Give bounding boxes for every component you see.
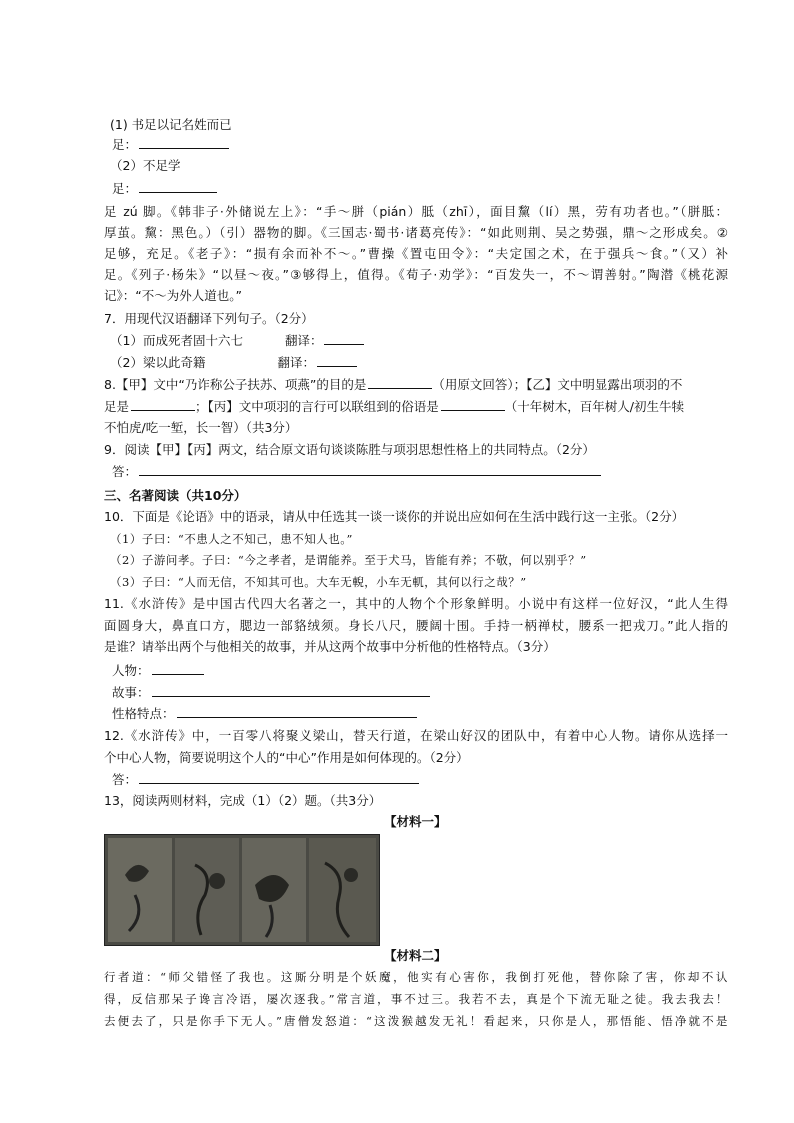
answer-blank[interactable] <box>139 771 419 784</box>
q6-note-line: 足够，充足。《老子》：“损有余而补不～。”曹操《置屯田令》：“夫定国之术，在于强兵～食。”（又）补 <box>104 246 728 261</box>
q11-line: 面圆身大，鼻直口方，腮边一部貉绒须。身长八尺，腰阔十围。手持一柄禅杖，腰系一把戎刀。”此人指的 <box>104 618 728 633</box>
q7-stem: 7．用现代汉语翻译下列句子。（2分） <box>104 311 314 326</box>
answer-blank[interactable] <box>139 463 601 476</box>
answer-blank[interactable] <box>139 136 229 149</box>
q13-stem: 13，阅读两则材料，完成（1）（2）题。（共3分） <box>104 793 382 808</box>
q8-line3: 不怕虎/吃一堑，长一智）（共3分） <box>104 420 298 435</box>
ink-painting-image <box>104 834 380 946</box>
q11-story: 故事： <box>112 684 430 702</box>
q12-answer: 答： <box>112 771 419 789</box>
q10-stem: 10．下面是《论语》中的语录，请从中任选其一谈一谈你的并说出应如何在生活中践行这一主张。（2分） <box>104 509 685 524</box>
material-one-label: 【材料一】 <box>384 814 447 829</box>
q11-line: 11.《水浒传》是中国古代四大名著之一，其中的人物个个形象鲜明。小说中有这样一位好汉，“此人生得 <box>104 596 728 611</box>
q9-answer: 答： <box>112 463 601 481</box>
q6-note-line: 厚茧。黧：黑色。）（引）器物的脚。《三国志·蜀书·诸葛亮传》：“如此则荆、吴之势强，鼎～之形成矣。② <box>104 225 728 240</box>
q8-line2: 足是 ；【丙】文中项羽的言行可以联组到的俗语是 （十年树木，百年树人/初生牛犊 <box>104 399 684 414</box>
q6-note-line: 足 zú 脚。《韩非子·外储说左上》：“手～胼（pián）胝（zhī），面目黧（lí）黑，劳有功者也。”（胼胝： <box>104 204 728 219</box>
q6-item1-answer: 足： <box>112 136 229 154</box>
answer-blank[interactable] <box>139 180 217 193</box>
q11-line: 是谁？请举出两个与他相关的故事，并从这两个故事中分析他的性格特点。（3分） <box>104 639 556 654</box>
q9-stem: 9．阅读【甲】【丙】两文，结合原文语句谈谈陈胜与项羽思想性格上的共同特点。（2分） <box>104 442 595 457</box>
q6-item1: (1) 书足以记名姓而已 <box>110 117 232 132</box>
q10-quote: （2）子游问孝。子曰：“今之孝者，是谓能养。至于犬马，皆能有养；不敬，何以别乎？” <box>110 553 587 567</box>
q8-line1: 8.【甲】文中“乃诈称公子扶苏、项燕”的目的是 （用原文回答）；【乙】文中明显露出项羽的不 <box>104 377 683 392</box>
q6-item2-answer: 足： <box>112 180 217 198</box>
answer-blank[interactable] <box>152 662 204 675</box>
q6-note-line: 记》：“不～为外人道也。” <box>104 288 242 303</box>
answer-blank[interactable] <box>317 354 357 367</box>
q6-item2: （2）不足学 <box>110 158 181 173</box>
q7-item1: （1）而成死者固十六七 翻译： <box>110 332 364 350</box>
answer-blank[interactable] <box>324 332 364 345</box>
section-title: 三、名著阅读（共10分） <box>104 488 247 503</box>
answer-blank[interactable] <box>177 705 417 718</box>
q12-line: 个中心人物，简要说明这个人的“中心”作用是如何体现的。（2分） <box>104 750 469 765</box>
material-two-text: 行者道：“师父错怪了我也。这厮分明是个妖魔，他实有心害你，我倒打死他，替你除了害，你却不认 <box>104 970 728 984</box>
answer-blank[interactable] <box>368 376 432 389</box>
answer-blank[interactable] <box>441 398 505 411</box>
material-two-text: 得，反信那呆子谗言冷语，屡次逐我。”常言道，事不过三。我若不去，真是个下流无耻之徒。我去我去！ <box>104 992 728 1006</box>
answer-blank[interactable] <box>131 398 195 411</box>
q6-note-line: 足。《列子·杨朱》“以昼～夜。”③够得上，值得。《荀子·劝学》：“百发失一，不～谓善射。”陶潜《桃花源 <box>104 267 728 282</box>
q10-quote: （1）子曰：“不患人之不知己，患不知人也。” <box>110 532 353 546</box>
material-two-text: 去便去了，只是你手下无人。”唐僧发怒道：“这泼猴越发无礼！看起来，只你是人，那悟能、悟净就不是 <box>104 1014 728 1028</box>
q12-line: 12.《水浒传》中，一百零八将聚义梁山，替天行道，在梁山好汉的团队中，有着中心人物。请你从选择一 <box>104 728 728 743</box>
q10-quote: （3）子曰：“人而无信，不知其可也。大车无輗，小车无軏，其何以行之哉？” <box>110 575 527 589</box>
q11-person: 人物： <box>112 662 204 680</box>
answer-blank[interactable] <box>152 684 430 697</box>
q7-item2: （2）梁以此奇籍 翻译： <box>110 354 357 372</box>
q11-trait: 性格特点： <box>112 705 417 723</box>
material-two-label: 【材料二】 <box>384 948 447 963</box>
